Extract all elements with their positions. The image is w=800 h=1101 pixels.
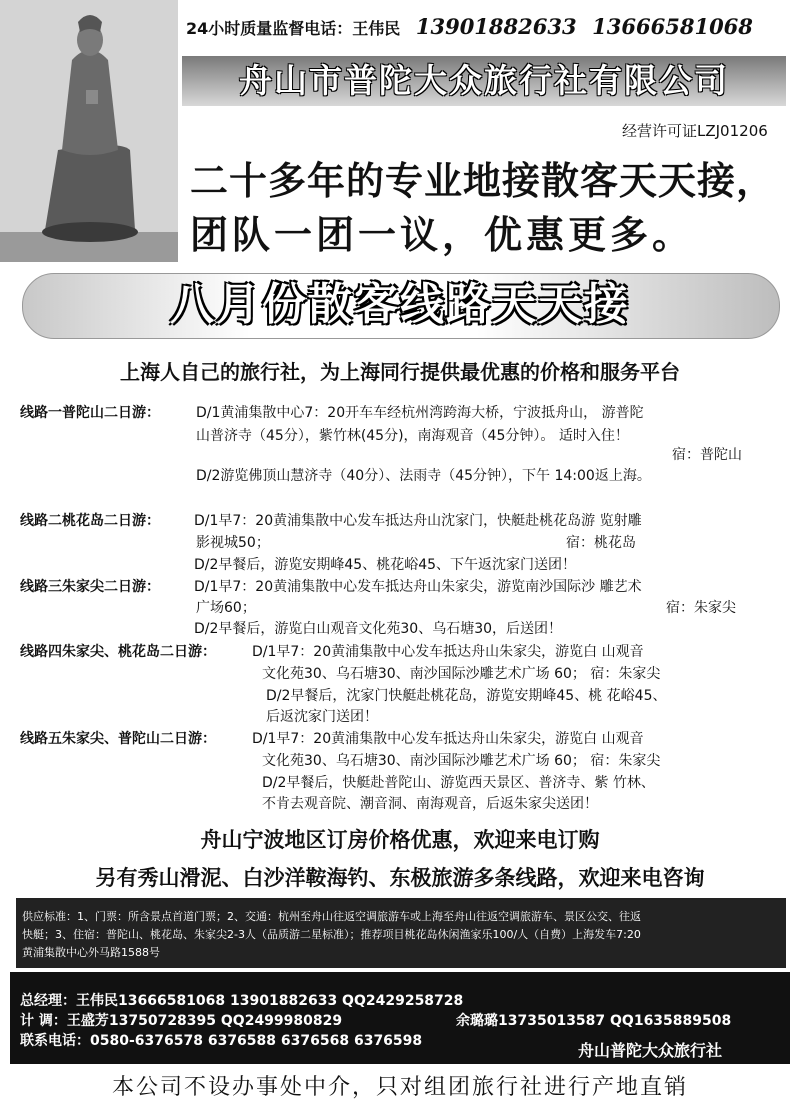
route-5-label: 线路五朱家尖、普陀山二日游：	[20, 731, 216, 747]
route-2-line-4: D/2早餐后，游览安期峰45、桃花峪45、下午返沈家门送团！	[194, 557, 577, 573]
route-1-line-2: 山普济寺（45分），紫竹林(45分)，南海观音（45分钟）。 适时入住！	[196, 428, 629, 444]
route-3-lodging: 宿：朱家尖	[666, 600, 736, 616]
route-3-label: 线路三朱家尖二日游：	[20, 579, 160, 595]
route-5-line-1: D/1早7：20黄浦集散中心发车抵达舟山朱家尖，游览白 山观音	[252, 731, 644, 747]
hotline-number-1[interactable]: 13901882633	[415, 14, 577, 39]
route-5-line-3: D/2早餐后，快艇赴普陀山、游览西天景区、普济寺、紫 竹林、	[262, 775, 655, 791]
route-2-line-1: D/1早7：20黄浦集散中心发车抵达舟山沈家门，快艇赴桃花岛游 览射雕	[194, 513, 642, 529]
route-5-line-2: 文化苑30、乌石塘30、南沙国际沙雕艺术广场 60； 宿：朱家尖	[262, 753, 661, 769]
route-4-line-1: D/1早7：20黄浦集散中心发车抵达舟山朱家尖，游览白 山观音	[252, 644, 644, 660]
hotline	[186, 14, 753, 39]
slogan-line-1: 二十多年的专业地接散客天天接，	[190, 159, 776, 203]
route-3-line-4: D/2早餐后，游览白山观音文化苑30、乌石塘30，后送团！	[194, 621, 563, 637]
route-4-label: 线路四朱家尖、桃花岛二日游：	[20, 644, 216, 660]
route-2-line-2: 影视城50；	[196, 535, 270, 551]
route-3-line-1: D/1早7：20黄浦集散中心发车抵达舟山朱家尖，游览南沙国际沙 雕艺术	[194, 579, 642, 595]
company-name: 舟山市普陀大众旅行社有限公司	[239, 61, 729, 100]
contact-phone: 联系电话：0580-6376578 6376588 6376568 6376598	[20, 1033, 423, 1049]
tagline: 上海人自己的旅行社，为上海同行提供最优惠的价格和服务平台	[120, 360, 680, 384]
route-2-lodging: 宿：桃花岛	[566, 535, 636, 551]
route-1-line-4: D/2游览佛顶山慧济寺（40分）、法雨寺（45分钟），下午 14:00返上海。	[196, 468, 651, 484]
route-1-lodging: 宿：普陀山	[672, 447, 742, 463]
route-5-line-4: 不肯去观音院、潮音洞、南海观音，后返朱家尖送团！	[262, 796, 598, 812]
agency-signature: 舟山普陀大众旅行社	[578, 1041, 723, 1060]
footer-notice: 本公司不设办事处中介，只对组团旅行社进行产地直销	[111, 1075, 688, 1100]
hotline-label: 24小时质量监督电话：王伟民	[186, 19, 401, 38]
hotline-number-2[interactable]: 13666581068	[592, 14, 753, 39]
promo-other-routes: 另有秀山滑泥、白沙洋鞍海钓、东极旅游多条线路，欢迎来电咨询	[95, 866, 705, 890]
route-3-line-2: 广场60；	[196, 600, 256, 616]
slogan-line-2: 团队一团一议，优惠更多。	[190, 213, 695, 257]
license-number: 经营许可证LZJ01206	[622, 122, 768, 140]
main-title: 八月份散客线路天天接	[170, 279, 630, 330]
supply-line-2: 快艇；3、住宿：普陀山、桃花岛、朱家尖2-3人（品质游二星标准）；推荐项目桃花岛休闲渔家乐100/人（自费）上海发车7:20	[22, 928, 641, 941]
supply-line-3: 黄浦集散中心外马路1588号	[22, 946, 160, 959]
contact-planner-2: 余璐璐13735013587 QQ1635889508	[456, 1013, 732, 1029]
promo-hotel-booking: 舟山宁波地区订房价格优惠，欢迎来电订购	[200, 828, 600, 852]
route-4-line-4: 后返沈家门送团！	[266, 709, 378, 725]
route-1-label: 线路一普陀山二日游：	[20, 405, 160, 421]
contact-planner: 计 调：王盛芳13750728395 QQ2499980829	[20, 1013, 343, 1029]
contact-manager: 总经理：王伟民13666581068 13901882633 QQ2429258728	[20, 993, 464, 1009]
route-4-line-3: D/2早餐后，沈家门快艇赴桃花岛，游览安期峰45、桃 花峪45、	[266, 688, 667, 704]
route-2-label: 线路二桃花岛二日游：	[20, 513, 160, 529]
supply-line-1: 供应标准：1、门票：所含景点首道门票；2、交通：杭州至舟山往返空调旅游车或上海至舟山往返空调旅游车、景区公交、往返	[22, 910, 641, 923]
guanyin-statue-image	[0, 0, 178, 262]
route-1-line-1: D/1黄浦集散中心7：20开车车经杭州湾跨海大桥，宁波抵舟山， 游普陀	[196, 405, 644, 421]
route-4-line-2: 文化苑30、乌石塘30、南沙国际沙雕艺术广场 60； 宿：朱家尖	[262, 666, 661, 682]
